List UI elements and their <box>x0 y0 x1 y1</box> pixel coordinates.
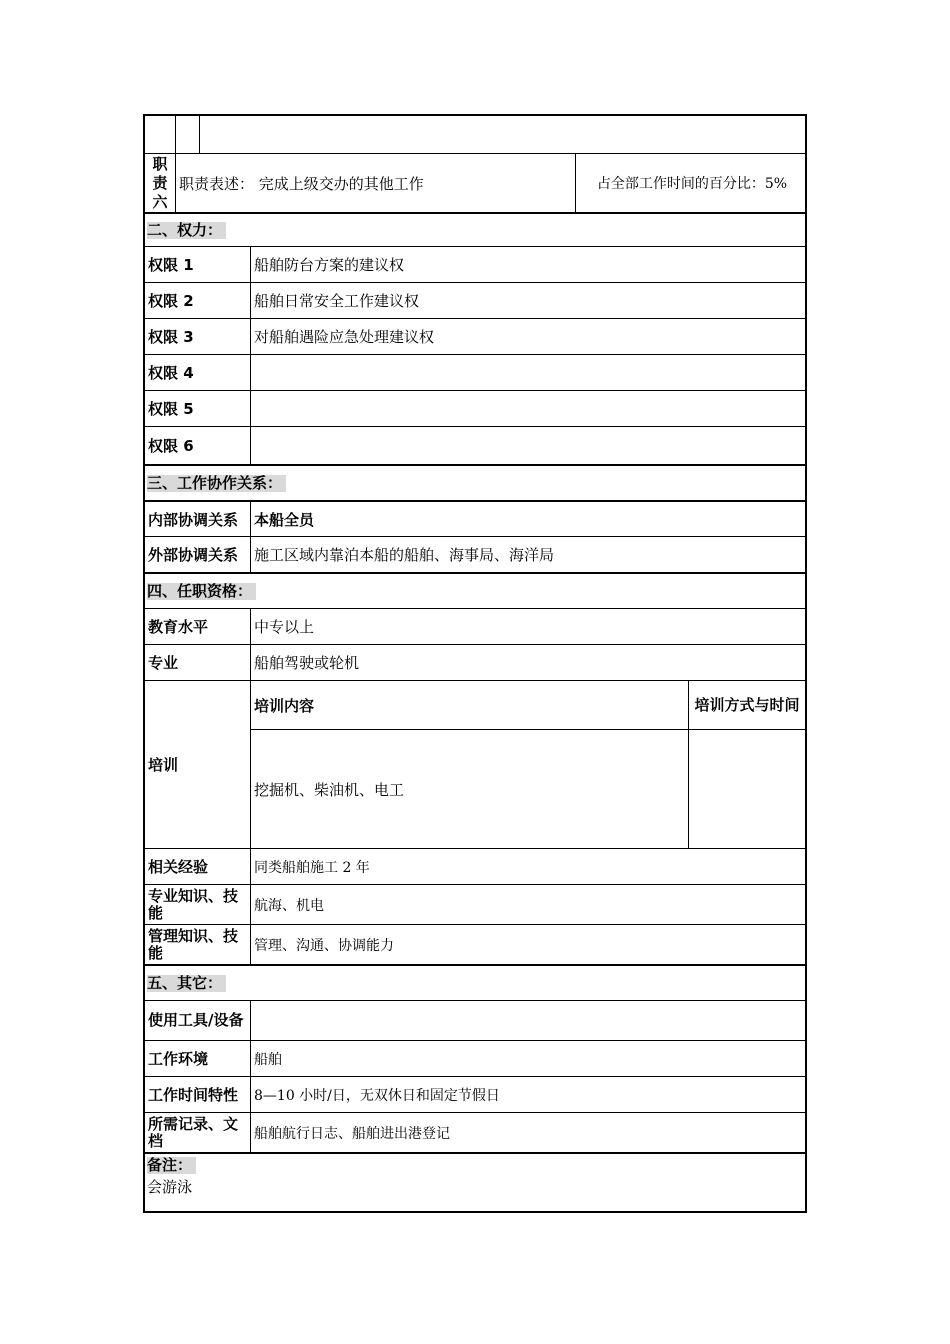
management-skill-label: 管理知识、技能 <box>148 926 239 962</box>
education-row <box>145 608 805 644</box>
professional-skill-value: 航海、机电 <box>250 885 805 924</box>
education-value: 中专以上 <box>250 609 805 644</box>
external-coordination-value: 施工区域内靠泊本船的船舶、海事局、海洋局 <box>250 537 805 572</box>
authority-value: 对船舶遇险应急处理建议权 <box>250 319 805 354</box>
authority-value <box>250 355 805 390</box>
management-skill-value: 管理、沟通、协调能力 <box>250 925 805 964</box>
records-label: 所需记录、文档 <box>148 1114 239 1150</box>
section-cooperation-row <box>145 464 805 500</box>
remarks-title: 备注： <box>147 1157 196 1174</box>
remarks-row <box>145 1152 805 1211</box>
training-row <box>145 680 805 848</box>
tools-value <box>250 1001 805 1040</box>
external-coordination-row <box>145 536 805 572</box>
empty-header-row <box>145 116 805 153</box>
internal-coordination-value: 本船全员 <box>250 502 805 536</box>
authority-label: 权限 3 <box>148 328 194 346</box>
duty-six-label: 职 责 六 <box>152 154 168 211</box>
authority-row <box>145 390 805 426</box>
authority-label: 权限 2 <box>148 292 194 310</box>
authority-label: 权限 4 <box>148 364 194 382</box>
tools-label: 使用工具/设备 <box>148 1011 244 1029</box>
training-label: 培训 <box>148 756 179 774</box>
training-content-header: 培训内容 <box>254 696 315 715</box>
authority-row <box>145 282 805 318</box>
professional-skill-label: 专业知识、技能 <box>148 886 239 922</box>
authority-label: 权限 5 <box>148 400 194 418</box>
work-time-row <box>145 1076 805 1112</box>
authority-label: 权限 6 <box>148 437 194 455</box>
section-qualification-row <box>145 572 805 608</box>
remarks-value: 会游泳 <box>147 1178 193 1196</box>
experience-label: 相关经验 <box>148 858 209 876</box>
external-coordination-label: 外部协调关系 <box>148 546 239 564</box>
authority-row <box>145 246 805 282</box>
major-row <box>145 644 805 680</box>
authority-value: 船舶防台方案的建议权 <box>250 247 805 282</box>
work-time-value: 8—10 小时/日，无双休日和固定节假日 <box>250 1077 805 1112</box>
training-header-row <box>250 681 805 729</box>
time-percentage: 占全部工作时间的百分比：5% <box>575 154 805 212</box>
section-qualification-title: 四、任职资格： <box>147 583 256 600</box>
authority-label: 权限 1 <box>148 256 194 274</box>
education-label: 教育水平 <box>148 618 209 636</box>
section-other-row <box>145 964 805 1000</box>
environment-row <box>145 1040 805 1076</box>
section-authority-title: 二、权力： <box>147 222 226 239</box>
management-skill-row <box>145 924 805 964</box>
tools-row <box>145 1000 805 1040</box>
internal-coordination-label: 内部协调关系 <box>148 510 239 529</box>
authority-value <box>250 391 805 426</box>
training-method-header: 培训方式与时间 <box>688 681 805 729</box>
major-label: 专业 <box>148 654 179 672</box>
job-description-table <box>143 114 807 1213</box>
internal-coordination-row <box>145 500 805 536</box>
authority-row <box>145 318 805 354</box>
section-cooperation-title: 三、工作协作关系： <box>147 475 286 492</box>
records-row <box>145 1112 805 1152</box>
training-content: 挖掘机、柴油机、电工 <box>254 780 405 799</box>
authority-value <box>250 427 805 464</box>
training-method <box>688 730 805 848</box>
experience-row <box>145 848 805 884</box>
experience-value: 同类船舶施工 2 年 <box>250 849 805 884</box>
empty-cell <box>175 116 200 153</box>
major-value: 船舶驾驶或轮机 <box>250 645 805 680</box>
records-value: 船舶航行日志、船舶进出港登记 <box>250 1113 805 1152</box>
authority-row <box>145 426 805 464</box>
environment-label: 工作环境 <box>148 1050 209 1068</box>
environment-value: 船舶 <box>250 1041 805 1076</box>
professional-skill-row <box>145 884 805 924</box>
section-authority-row <box>145 212 805 246</box>
work-time-label: 工作时间特性 <box>148 1086 239 1104</box>
training-body-row <box>250 729 805 848</box>
section-other-title: 五、其它： <box>147 975 226 992</box>
duty-six-row <box>145 153 805 212</box>
duty-statement: 职责表述： 完成上级交办的其他工作 <box>175 154 575 212</box>
authority-row <box>145 354 805 390</box>
authority-value: 船舶日常安全工作建议权 <box>250 283 805 318</box>
